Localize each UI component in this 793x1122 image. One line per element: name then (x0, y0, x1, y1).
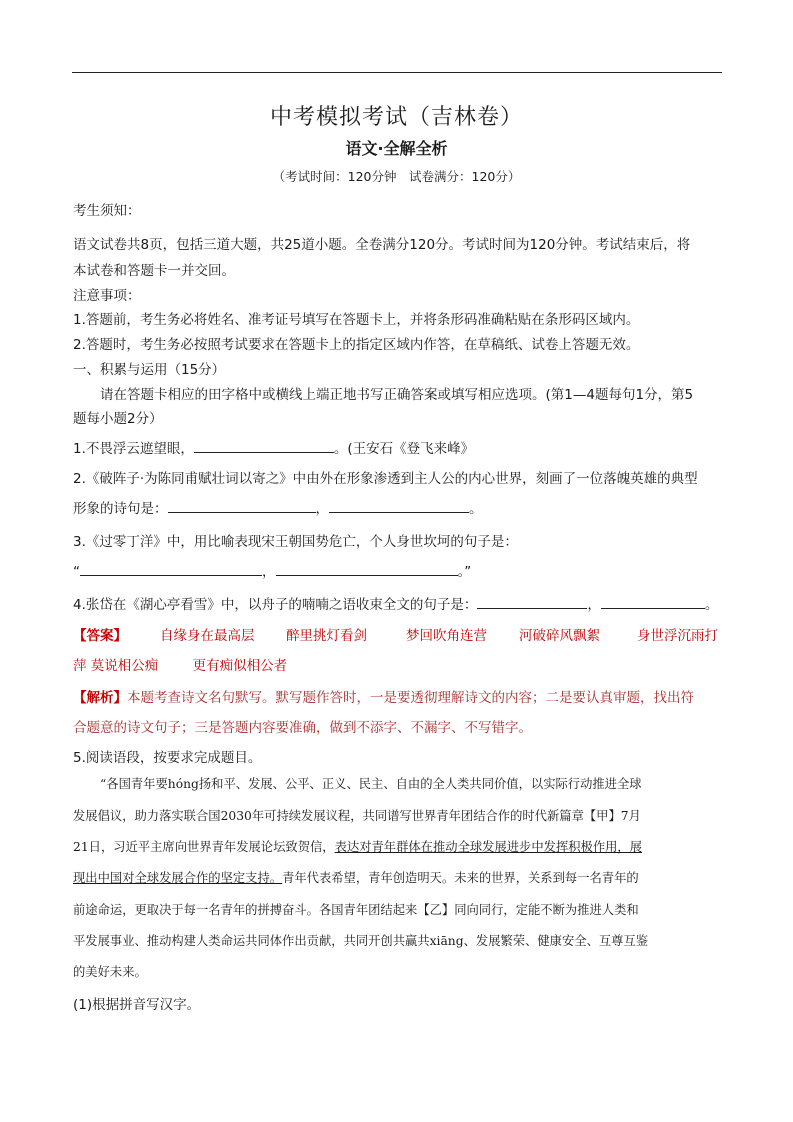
q4-prefix: 4.张岱在《湖心亭看雪》中，以舟子的喃喃之语收束全文的句子是： (73, 597, 478, 613)
q2-end: 。 (469, 501, 483, 517)
q1-answer-blank[interactable] (194, 438, 334, 453)
passage-line4 (73, 868, 639, 886)
rule-2: 2.答题时，考生务必按照考试要求在答题卡上的指定区域内作答，在草稿纸、试卷上答题无效。 (73, 337, 640, 353)
q3-close: 。” (457, 564, 472, 580)
answer-item-6: 萍 莫说相公痴 (73, 658, 159, 674)
q4-answer-blank-2[interactable] (601, 594, 705, 609)
answer-item-5: 身世浮沉雨打 (637, 628, 718, 644)
notice-intro-line2: 本试卷和答题卡一并交回。 (73, 263, 235, 279)
analysis-text-1: 本题考查诗文名句默写。默写题作答时，一是要透彻理解诗文的内容；二是要认真审题，找出符 (127, 690, 694, 706)
question-2-line2 (73, 497, 483, 517)
answer-item-3: 梦回吹角连营 (406, 628, 487, 644)
q4-answer-blank-1[interactable] (477, 594, 587, 609)
notice-intro-line1: 语文试卷共8页，包括三道大题，共25道小题。全卷满分120分。考试时间为120分钟。考试结束后，将 (73, 237, 691, 253)
rule-1: 1.答题前，考生务必将姓名、准考证号填写在答题卡上，并将条形码准确粘贴在条形码区域内。 (73, 312, 640, 328)
answer-item-2: 醉里挑灯看剑 (286, 628, 367, 644)
question-4 (73, 593, 718, 613)
section1-instruction-line1: 请在答题卡相应的田字格中或横线上端正地书写正确答案或填写相应选项。(第1—4题每句1分，第5 (100, 387, 694, 403)
notice-heading: 考生须知： (73, 203, 141, 219)
section1-heading: 一、积累与运用（15分） (73, 362, 226, 378)
section1-instruction-line2: 题每小题2分） (73, 411, 163, 427)
passage-line7: 的美好未来。 (73, 965, 147, 979)
q3-answer-blank-2[interactable] (276, 561, 458, 576)
rules-heading: 注意事项： (73, 288, 141, 304)
passage-line3 (73, 837, 642, 855)
answer-line2 (73, 654, 287, 674)
header-rule (72, 72, 722, 73)
analysis-line2: 合题意的诗文句子；三是答题内容要准确，做到不添字、不漏字、不写错字。 (73, 720, 532, 736)
passage-line1: “各国青年要hóng扬和平、发展、公平、正义、民主、自由的全人类共同价值，以实际行动推进全球 (100, 777, 642, 791)
passage-line3-a: 21日，习近平主席向世界青年发展论坛致贺信， (73, 840, 335, 854)
q4-mid: ， (587, 597, 601, 613)
answer-item-7: 更有痴似相公者 (192, 658, 288, 674)
q1-suffix: 。(王安石《登飞来峰》 (333, 441, 475, 457)
passage-underlined-sentence-a: 表达对青年群体在推动全球发展进步中发挥积极作用，展 (334, 840, 643, 854)
question-3-line2 (73, 560, 471, 580)
question-2-line1: 2.《破阵子·为陈同甫赋壮词以寄之》中由外在形象渗透到主人公的内心世界，刻画了一位落魄英雄的典型 (73, 471, 698, 487)
question-5-sub1: (1)根据拼音写汉字。 (73, 997, 201, 1013)
q1-prefix: 1.不畏浮云遮望眼， (73, 441, 194, 457)
passage-line5: 前途命运，更取决于每一名青年的拼搏奋斗。各国青年团结起来【乙】同向同行，定能不断为推进人类和 (73, 903, 639, 917)
q2-mid: ， (315, 501, 329, 517)
question-5-heading: 5.阅读语段，按要求完成题目。 (73, 750, 262, 766)
passage-line2: 发展倡议，助力落实联合国2030年可持续发展议程，共同谱写世界青年团结合作的时代新篇章【甲】7月 (73, 809, 641, 823)
question-3-line1: 3.《过零丁洋》中，用比喻表现宋王朝国势危亡，个人身世坎坷的句子是： (73, 534, 518, 550)
exam-meta: （考试时间：120分钟 试卷满分：120分） (272, 169, 521, 184)
answer-label: 【答案】 (73, 628, 127, 644)
answer-line1 (73, 624, 721, 644)
answer-item-4: 河破碎风飘絮 (519, 628, 600, 644)
analysis-label: 【解析】 (73, 690, 127, 706)
q2-answer-blank-1[interactable] (168, 498, 316, 513)
answer-item-1: 自缘身在最高层 (160, 628, 255, 644)
analysis-line1 (73, 686, 694, 706)
q3-answer-blank-1[interactable] (80, 561, 262, 576)
passage-line4-b: 青年代表希望，青年创造明天。未来的世界，关系到每一名青年的 (282, 871, 639, 885)
page-subtitle: 语文·全解全析 (345, 139, 448, 158)
page-title: 中考模拟考试（吉林卷） (269, 105, 523, 130)
passage-underlined-sentence-b: 现出中国对全球发展合作的坚定支持。 (73, 871, 283, 885)
q2-answer-blank-2[interactable] (329, 498, 469, 513)
passage-line6: 平发展事业、推动构建人类命运共同体作出贡献，共同开创共赢共xiāng、发展繁荣、健康安全、互尊互鉴 (73, 934, 649, 948)
question-1 (73, 437, 474, 457)
q3-open-quote: “ (73, 564, 80, 580)
q4-end: 。 (704, 597, 719, 613)
q3-mid: ， (262, 564, 276, 580)
q2-prefix: 形象的诗句是： (73, 501, 168, 517)
